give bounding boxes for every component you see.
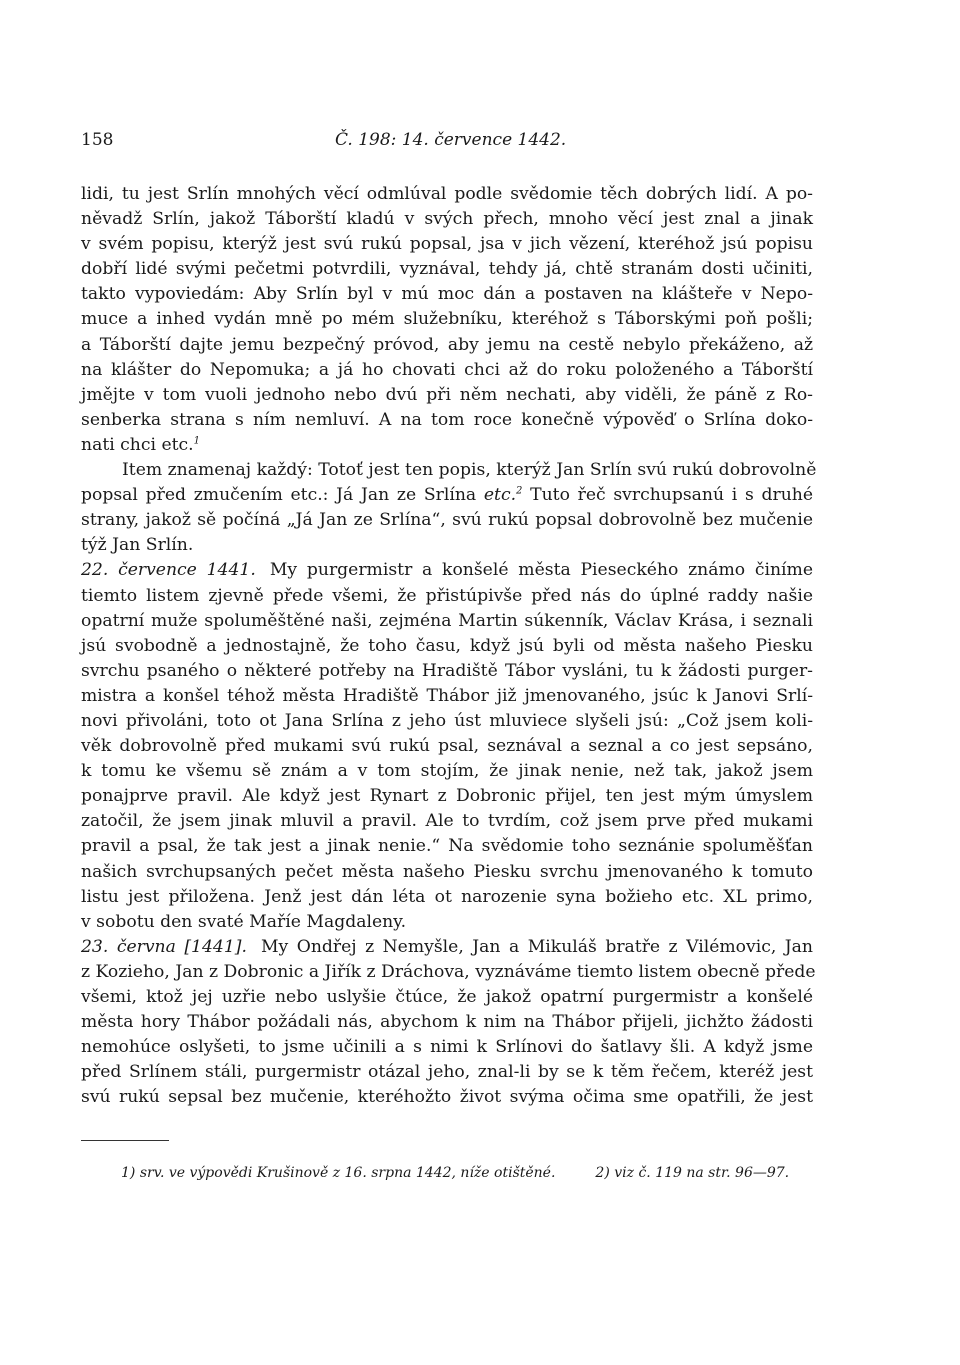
item-line: strany, jakož sě počíná „Já Jan ze Srlína“, svú rukú popsal dobrovolně bez mučenie <box>81 510 813 531</box>
entry-line: věk dobrovolně před mukami svú rukú psal, seznával a seznal a co jest sepsáno, <box>81 736 813 757</box>
item-line: Item znamenaj každý: Totoť jest ten popis, kterýž Jan Srlín svú rukú dobrovolně <box>122 460 817 481</box>
page-header <box>81 130 813 154</box>
footnote-ref: 2 <box>516 485 523 497</box>
text-line: dobří lidé svými pečetmi potvrdili, vyznával, tehdy já, chtě stranám dosti učiniti, <box>81 259 813 280</box>
footnote-1: 1) srv. ve výpovědi Krušinově z 16. srpna 1442, níže otištěné. <box>121 1165 556 1181</box>
text-segment: popsal před zmučením etc.: Já Jan ze Srlína <box>81 485 477 506</box>
entry-line: mistra a konšel téhož města Hradiště Thábor již jmenovaného, jsúc k Janovi Srlí- <box>81 685 813 706</box>
entry-date: 23. června [1441]. <box>81 936 247 957</box>
entry-date: 22. července 1441. <box>81 560 256 581</box>
text-line: muce a inhed vydán mně po mém služebníku, kteréhož s Táborskými poň pošli; <box>81 309 813 330</box>
text-segment: Tuto řeč svrchupsanú i s druhé <box>530 485 814 506</box>
text-line: lidi, tu jest Srlín mnohých věcí odmlúval podle svědomie těch dobrých lidí. A po- <box>81 184 813 204</box>
entry-line: ponajprve pravil. Ale když jest Rynart z Dobronic přijel, ten jest mým úmyslem <box>81 786 813 807</box>
entry-line: svrchu psaného o některé potřeby na Hradiště Tábor vysláni, tu k žádosti purger- <box>81 660 813 681</box>
entry-line: našich svrchupsaných pečet města našeho Piesku svrchu jmenovaného k tomuto <box>81 861 813 882</box>
entry-line: novi přivoláni, toto ot Jana Srlína z jeho úst mluviece slyšeli jsú: „Což jsem koli- <box>81 710 813 731</box>
entry-line: všemi, ktož jej uzřie nebo uslyšie čtúce, že jakož opatrní purgermistr a konšelé <box>81 987 813 1007</box>
item-line <box>81 483 813 508</box>
footnotes <box>121 1165 821 1181</box>
entry-first-line <box>81 935 813 960</box>
entry-line: zatočil, že jsem jinak mluvil a pravil. Ale to tvrdím, což jsem prve před mukami <box>81 811 813 832</box>
main-text <box>81 182 817 1110</box>
footnote-2: 2) viz č. 119 na str. 96—97. <box>595 1165 790 1181</box>
entry-line: z Kozieho, Jan z Dobronic a Jiřík z Dráchova, vyznáváme tiemto listem obecně přede <box>81 961 816 982</box>
footnote-rule <box>81 1140 169 1141</box>
entry-line: svú rukú sepsal bez mučenie, kteréhožto život svýma očima sme opatřili, že jest <box>81 1087 813 1108</box>
text-segment: My purgermistr a konšelé města Pieseckého známo činíme <box>269 560 814 581</box>
entry-line: před Srlínem stáli, purgermistr otázal jeho, znal-li by se k těm řečem, kteréž jest <box>81 1062 813 1083</box>
entry-line: listu jest přiložena. Jenž jest dán léta ot narozenie syna božieho etc. XL primo, <box>81 886 813 907</box>
item-line: týž Jan Srlín. <box>81 535 194 556</box>
entry-line: města hory Thábor požádali nás, abychom k nim na Thábor přijeli, jichžto žádosti <box>81 1012 813 1033</box>
text-line: a Táborští dajte jemu bezpečný próvod, aby jemu na cestě nebylo překáženo, až <box>81 334 813 355</box>
text-line: něvadž Srlín, jakož Táborští kladú v svých přech, mnoho věcí jest znal a jinak <box>81 209 813 230</box>
text-line: jmějte v tom vuoli jednoho nebo dvú při něm nechati, aby viděli, že páně z Ro- <box>81 384 813 405</box>
page-number: 158 <box>81 130 114 150</box>
text-segment: nati chci etc. <box>81 434 194 455</box>
running-title: Č. 198: 14. července 1442. <box>335 130 567 150</box>
text-line: v svém popisu, kterýž jest svú rukú popsal, jsa v jich vězení, kteréhož jsú popisu <box>81 234 813 255</box>
entry-line: k tomu ke všemu sě znám a v tom stojím, že jinak nenie, než tak, jakož jsem <box>81 761 813 782</box>
entry-first-line <box>81 558 813 583</box>
text-line: senberka strana s ním nemluví. A na tom roce konečně výpověď o Srlína doko- <box>81 409 813 430</box>
entry-line: v sobotu den svaté Maříe Magdaleny. <box>81 911 407 932</box>
entry-line: pravil a psal, že tak jest a jinak nenie.“ Na svědomie toho seznánie spoluměšťan <box>81 836 813 857</box>
footnote-ref: 1 <box>193 435 201 447</box>
entry-line: opatrní muže spoluměštěné naši, zejména Martin súkenník, Václav Krása, i seznali <box>81 610 813 631</box>
entry-line: jsú svobodně a jednostajně, že toho času, když jsú byli od města našeho Piesku <box>81 635 813 656</box>
text-line: na klášter do Nepomuka; a já ho chovati chci až do roku položeného a Táborští <box>81 359 813 380</box>
entry-line: tiemto listem zjevně přede všemi, že přistúpivše před nás do úplné raddy našie <box>81 585 813 606</box>
etc-italic: etc. <box>483 485 517 506</box>
entry-line: nemohúce oslyšeti, to jsme učinili a s nimi k Srlínovi do šatlavy šli. A když jsme <box>81 1037 813 1058</box>
text-line: takto vypoviedám: Aby Srlín byl v mú moc dán a postaven na klášteře v Nepo- <box>81 284 813 305</box>
text-line <box>81 433 813 458</box>
text-segment: My Ondřej z Nemyšle, Jan a Mikuláš bratře z Vilémovic, Jan <box>260 936 813 957</box>
